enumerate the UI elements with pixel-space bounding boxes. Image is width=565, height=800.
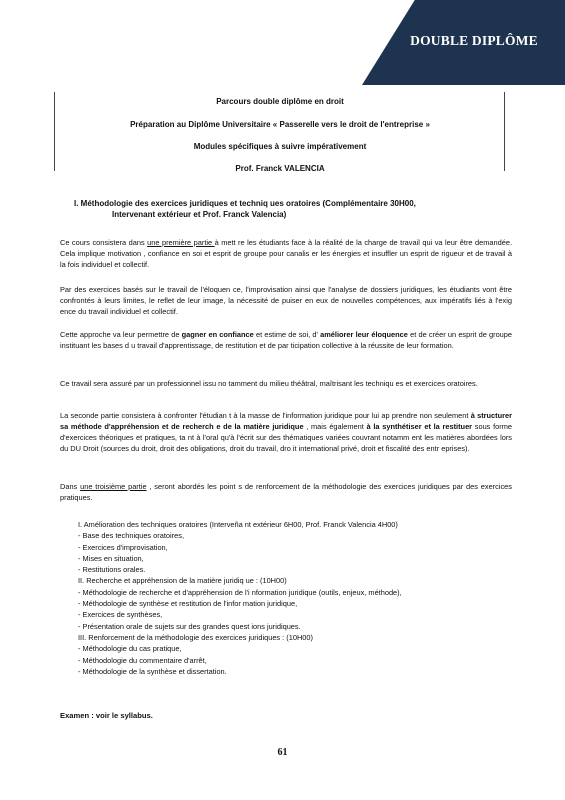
- p5-text-a: La seconde partie consistera à confronter l'étudian t à la masse de l'information juridique pour lui ap prendre non seulement: [60, 411, 471, 420]
- program-title: Parcours double diplôme en droit: [216, 97, 344, 106]
- outline-item: - Exercices de synthèses,: [78, 610, 163, 620]
- p3-bold-2: améliorer leur éloquence: [320, 330, 408, 339]
- p3-bold-1: gagner en confiance: [181, 330, 254, 339]
- outline-item: - Présentation orale de sujets sur des grandes quest ions juridiques.: [78, 621, 301, 631]
- p5-text-c: , mais également: [303, 422, 367, 431]
- paragraph-5: [60, 410, 512, 454]
- p1-text-a: Ce cours consistera dans: [60, 238, 148, 247]
- section-title: [74, 198, 514, 220]
- p1-underline: une première partie: [147, 238, 215, 247]
- paragraph-6: [60, 481, 512, 503]
- outline-item: III. Renforcement de la méthodologie des exercices juridiques : (10H00): [78, 632, 313, 642]
- outline-item: - Restitutions orales.: [78, 565, 146, 575]
- p3-text-d: et de créer un esprit de groupe instituant les bases d u travail d'apprentissage, de restitution et de par ticipation collective à la réussite de leur formation.: [60, 330, 513, 350]
- module-outline: [78, 519, 518, 677]
- exam-note: Examen : voir le syllabus.: [60, 711, 153, 720]
- outline-item: - Méthodologie du commentaire d'arrêt,: [78, 655, 207, 665]
- section-title-line2: Intervenant extérieur et Prof. Franck Valencia): [112, 210, 287, 219]
- header-frame-right: [504, 92, 505, 171]
- outline-item: II. Recherche et appréhension de la matière juridiq ue : (10H00): [78, 576, 287, 586]
- outline-item: I. Amélioration des techniques oratoires (Interveña nt extérieur 6H00, Prof. Franck Valencia 4H00): [78, 520, 398, 529]
- page-number: 61: [277, 747, 288, 758]
- outline-item: - Méthodologie de synthèse et restitution de l'infor mation juridique,: [78, 599, 298, 609]
- p6-text-b: , seront abordés les point s de renforcement de la méthodologie des exercices juridiques par des exercices pratiques.: [60, 482, 512, 502]
- header-frame-left: [54, 92, 55, 171]
- program-subtitle: Préparation au Diplôme Universitaire « Passerelle vers le droit de l'entreprise »: [130, 120, 430, 129]
- paragraph-1: [60, 237, 512, 270]
- p3-text-c: et estime de soi, d': [253, 330, 321, 339]
- professor-name: Prof. Franck VALENCIA: [235, 164, 325, 173]
- outline-item: - Mises en situation,: [78, 553, 144, 563]
- section-title-line1: I. Méthodologie des exercices juridiques et techniq ues oratoires (Complémentaire 30H00,: [74, 199, 416, 208]
- p1-text-b: à mett re les étudiants face à la réalité de la charge de travail qui va leur être demandée. Cela implique motivation , confiance en soi et esprit de groupe pour canalis er les énergies et insuffler un esprit de rigueur et de travail à la fois individuel et collectif.: [60, 238, 512, 269]
- p3-text-a: Cette approche va leur permettre de: [60, 330, 182, 339]
- outline-item: - Méthodologie de la synthèse et dissertation.: [78, 666, 227, 676]
- p5-bold-2: à la synthétiser et la restituer: [366, 422, 473, 431]
- modules-title: Modules spécifiques à suivre impérativement: [193, 142, 367, 151]
- banner-title: DOUBLE DIPLÔME: [410, 33, 538, 48]
- outline-item: - Exercices d'improvisation,: [78, 542, 168, 552]
- p5-bold-1: à structurer sa méthode d'appréhension et de recherch e de la matière juridique: [60, 411, 513, 431]
- outline-item: - Méthodologie de recherche et d'appréhension de l'i nformation juridique (outils, enjeux, méthode),: [78, 587, 402, 597]
- p6-underline: une troisième partie: [80, 482, 147, 491]
- p6-text-a: Dans: [60, 482, 81, 491]
- outline-item: - Base des techniques oratoires,: [78, 531, 184, 541]
- p5-text-d: sous forme d'exercices théoriques et pratiques, ta nt à l'oral qu'à l'écrit sur des thématiques variées couvrant notamm ent les matières abordées lors du DU Droit (sources du droit, droit des obligations, droit du travail, dro it international privé, droit et fiscalité des entr eprises).: [60, 422, 512, 453]
- paragraph-4: Ce travail sera assuré par un professionnel issu no tamment du milieu théâtral, maîtrisant les techniqu es et exercices oratoires.: [60, 379, 478, 388]
- outline-item: - Méthodologie du cas pratique,: [78, 644, 182, 654]
- paragraph-3: [60, 329, 512, 351]
- paragraph-2: Par des exercices basés sur le travail de l'éloquen ce, l'improvisation ainsi que l'analyse de dossiers juridiques, les étudiants vont être confrontés à leurs limites, le reflet de leur image, la nécessité de puiser en eux de nouvelles compétences, aux impératifs liés à l'exig ence du travail individuel et collectif.: [60, 285, 512, 316]
